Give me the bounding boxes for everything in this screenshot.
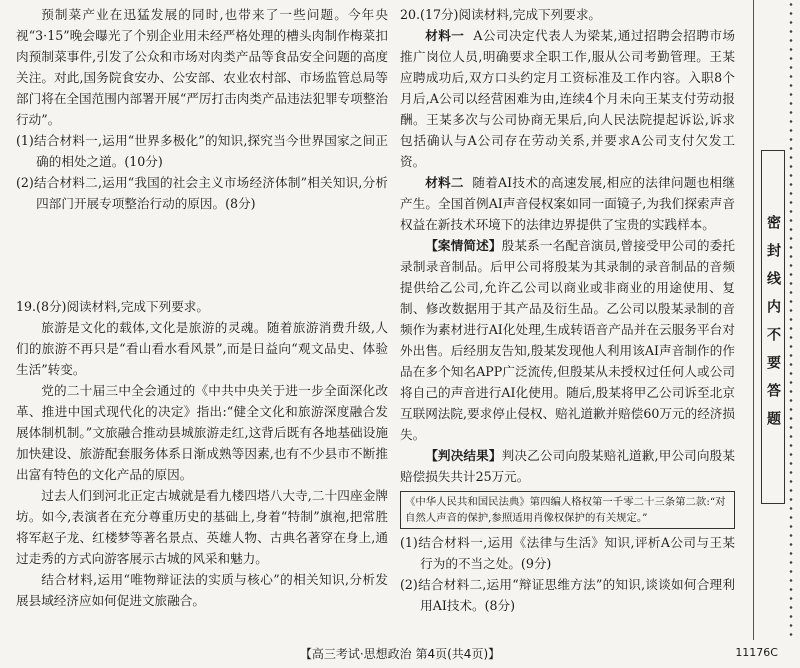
q20-question-2: (2)结合材料二,运用“辩证思维方法”的知识,谈谈如何合理利用AI技术。(8分) [400, 577, 735, 613]
q19-paragraph-1: 旅游是文化的载体,文化是旅游的灵魂。随着旅游消费升级,人们的旅游不再只是“看山看水看风景”,而是日益向“观文品史、体验生活”转变。 [16, 320, 388, 377]
q19-paragraph-3: 过去人们到河北正定古城就是看九楼四塔八大寺,二十四座金牌坊。如今,表演者在充分尊重历史的基础上,身着“特制”旗袍,把常胜将军赵子龙、红楼梦等著名景点、英雄人物、古典名著穿在身上,通过走秀的方式向游客展示古城的风采和魅力。 [16, 488, 388, 566]
seal-line [753, 0, 754, 640]
civil-code-quote: 《中华人民共和国民法典》第四编人格权第一千零二十三条第二款:“对自然人声音的保护,参照适用肖像权保护的有关规定。” [400, 491, 735, 529]
q19-question: 结合材料,运用“唯物辩证法的实质与核心”的相关知识,分析发展县域经济应如何促进文旅融合。 [16, 572, 388, 608]
page-footer: 【高三考试·思想政治 第4页(共4页)】 [299, 647, 501, 661]
q20-question-1: (1)结合材料一,运用《法律与生活》知识,评析A公司与王某行为的不当之处。(9分) [400, 535, 735, 571]
verdict-label: 【判决结果】 [425, 448, 502, 463]
q18-question-1: (1)结合材料一,运用“世界多极化”的知识,探究当今世界国家之间正确的相处之道。(10分) [16, 133, 388, 169]
q19-header: 19.(8分)阅读材料,完成下列要求。 [16, 299, 209, 314]
material-1 [400, 25, 735, 172]
material-2-text: 随着AI技术的高速发展,相应的法律问题也相继产生。全国首例AI声音侵权案如同一面镜子,为我们探索声音权益在新技术环境下的法律边界提供了宝贵的实践样本。 [400, 175, 736, 232]
exam-code: 11176C [735, 646, 778, 659]
right-column [400, 4, 735, 616]
q18-paragraph: 预制菜产业在迅猛发展的同时,也带来了一些问题。今年央视“3·15”晚会曝光了个别企业用未经严格处理的槽头肉制作梅菜扣肉预制菜事件,引发了公众和市场对肉类产品等食品安全问题的高度关注。对此,国务院食安办、公安部、农业农村部、市场监管总局等部门将在全国范围内部署开展“严厉打击肉类产品违法犯罪专项整治行动”。 [16, 7, 388, 127]
seal-line-notice: 密封线内不要答题 [761, 150, 785, 504]
case-text: 殷某系一名配音演员,曾接受甲公司的委托录制录音制品。后甲公司将殷某为其录制的录音制品的音频提供给乙公司,允许乙公司以商业或非商业的用途使用、复制、修改数据用于其产品及衍生品。乙公司以殷某录制的音频作为素材进行AI化处理,生成转语音产品并在云服务平台对外出售。后经朋友告知,殷某发现他人利用该AI声音制作的作品在多个知名APP广泛流传,但殷某从未授权过任何人或公司将自己的声音进行AI化使用。随后,殷某将甲乙公司诉至北京互联网法院,要求停止侵权、赔礼道歉并赔偿60万元的经济损失。 [400, 238, 735, 442]
material-1-label: 材料一 [425, 28, 465, 43]
verdict-text: 判决乙公司向殷某赔礼道歉,甲公司向殷某赔偿损失共计25万元。 [400, 448, 735, 484]
q18-question-2: (2)结合材料二,运用“我国的社会主义市场经济体制”相关知识,分析四部门开展专项整治行动的原因。(8分) [16, 175, 388, 211]
case-label: 【案情简述】 [425, 238, 502, 253]
material-2 [400, 172, 735, 235]
material-1-text: A公司决定代表人为梁某,通过招聘会招聘市场推广岗位人员,明确要求全职工作,服从公司考勤管理。王某应聘成功后,双方口头约定月工资标准及工作内容。入职8个月后,A公司以经营困难为由,连续4个月未向王某支付劳动报酬。王某多次与公司协商无果后,向人民法院提起诉讼,诉求包括确认与A公司存在劳动关系,并要求A公司支付欠发工资。 [400, 28, 735, 169]
material-2-label: 材料二 [425, 175, 464, 190]
left-column [16, 4, 388, 611]
case-summary [400, 235, 735, 445]
q20-header: 20.(17分)阅读材料,完成下列要求。 [400, 7, 602, 22]
q19-paragraph-2: 党的二十届三中全会通过的《中共中央关于进一步全面深化改革、推进中国式现代化的决定》指出:“健全文化和旅游深度融合发展体制机制。”文旅融合推动县城旅游走红,这背后既有各地基础设施加快建设、旅游配套服务体系日渐成熟等因素,也有不少县市不断推出富有特色的文化产品的原因。 [16, 383, 388, 482]
perforation-dots [787, 0, 795, 640]
answer-space [16, 214, 388, 296]
binding-strip [743, 0, 800, 640]
verdict [400, 445, 735, 487]
